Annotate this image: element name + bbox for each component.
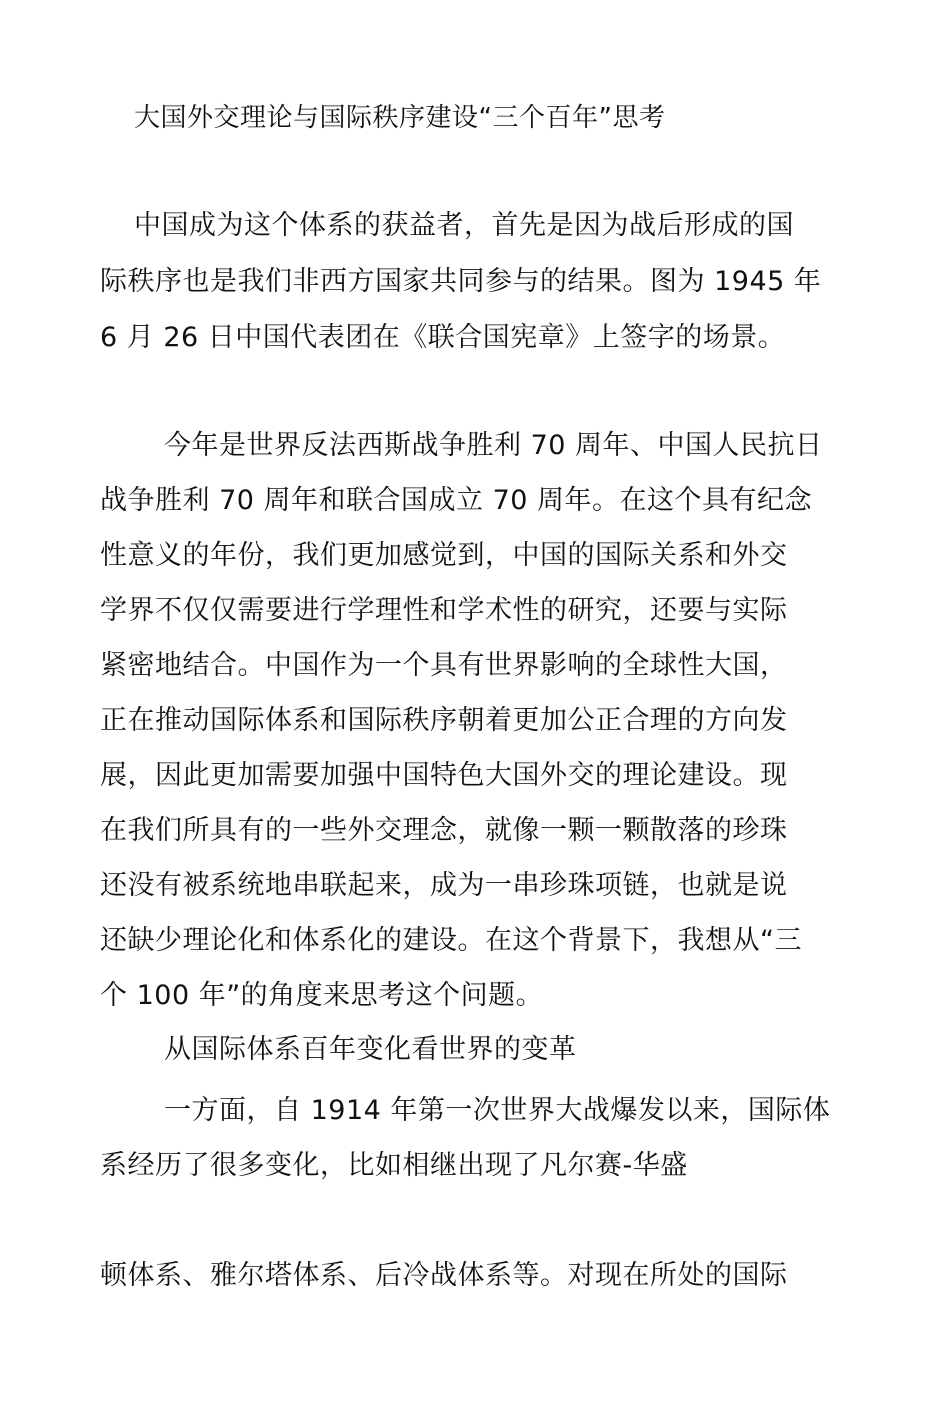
paragraph1-line-6: 正在推动国际体系和国际秩序朝着更加公正合理的方向发 [100, 705, 788, 736]
paragraph1-line-8: 在我们所具有的一些外交理念，就像一颗一颗散落的珍珠 [100, 815, 788, 846]
paragraph2-line-3: 顿体系、雅尔塔体系、后冷战体系等。对现在所处的国际 [100, 1260, 788, 1291]
paragraph1-line-3: 性意义的年份，我们更加感觉到，中国的国际关系和外交 [100, 540, 788, 571]
paragraph1-line-5: 紧密地结合。中国作为一个具有世界影响的全球性大国， [100, 650, 788, 681]
paragraph1-line-2: 战争胜利 70 周年和联合国成立 70 周年。在这个具有纪念 [100, 485, 813, 516]
section-heading: 从国际体系百年变化看世界的变革 [164, 1034, 577, 1065]
caption-line-2: 际秩序也是我们非西方国家共同参与的结果。图为 1945 年 [100, 266, 822, 297]
paragraph1-line-9: 还没有被系统地串联起来，成为一串珍珠项链，也就是说 [100, 870, 788, 901]
paragraph1-line-1: 今年是世界反法西斯战争胜利 70 周年、中国人民抗日 [164, 430, 823, 461]
paragraph2-line-1: 一方面，自 1914 年第一次世界大战爆发以来，国际体 [164, 1095, 831, 1126]
document-title: 大国外交理论与国际秩序建设“三个百年”思考 [134, 103, 666, 133]
caption-line-3: 6 月 26 日中国代表团在《联合国宪章》上签字的场景。 [100, 322, 786, 353]
paragraph1-line-11: 个 100 年”的角度来思考这个问题。 [100, 980, 544, 1011]
paragraph1-line-10: 还缺少理论化和体系化的建设。在这个背景下，我想从“三 [100, 925, 802, 956]
caption-line-1: 中国成为这个体系的获益者，首先是因为战后形成的国 [134, 210, 794, 241]
paragraph1-line-7: 展，因此更加需要加强中国特色大国外交的理论建设。现 [100, 760, 788, 791]
paragraph1-line-4: 学界不仅仅需要进行学理性和学术性的研究，还要与实际 [100, 595, 788, 626]
paragraph2-line-2: 系经历了很多变化，比如相继出现了凡尔赛-华盛 [100, 1150, 688, 1181]
